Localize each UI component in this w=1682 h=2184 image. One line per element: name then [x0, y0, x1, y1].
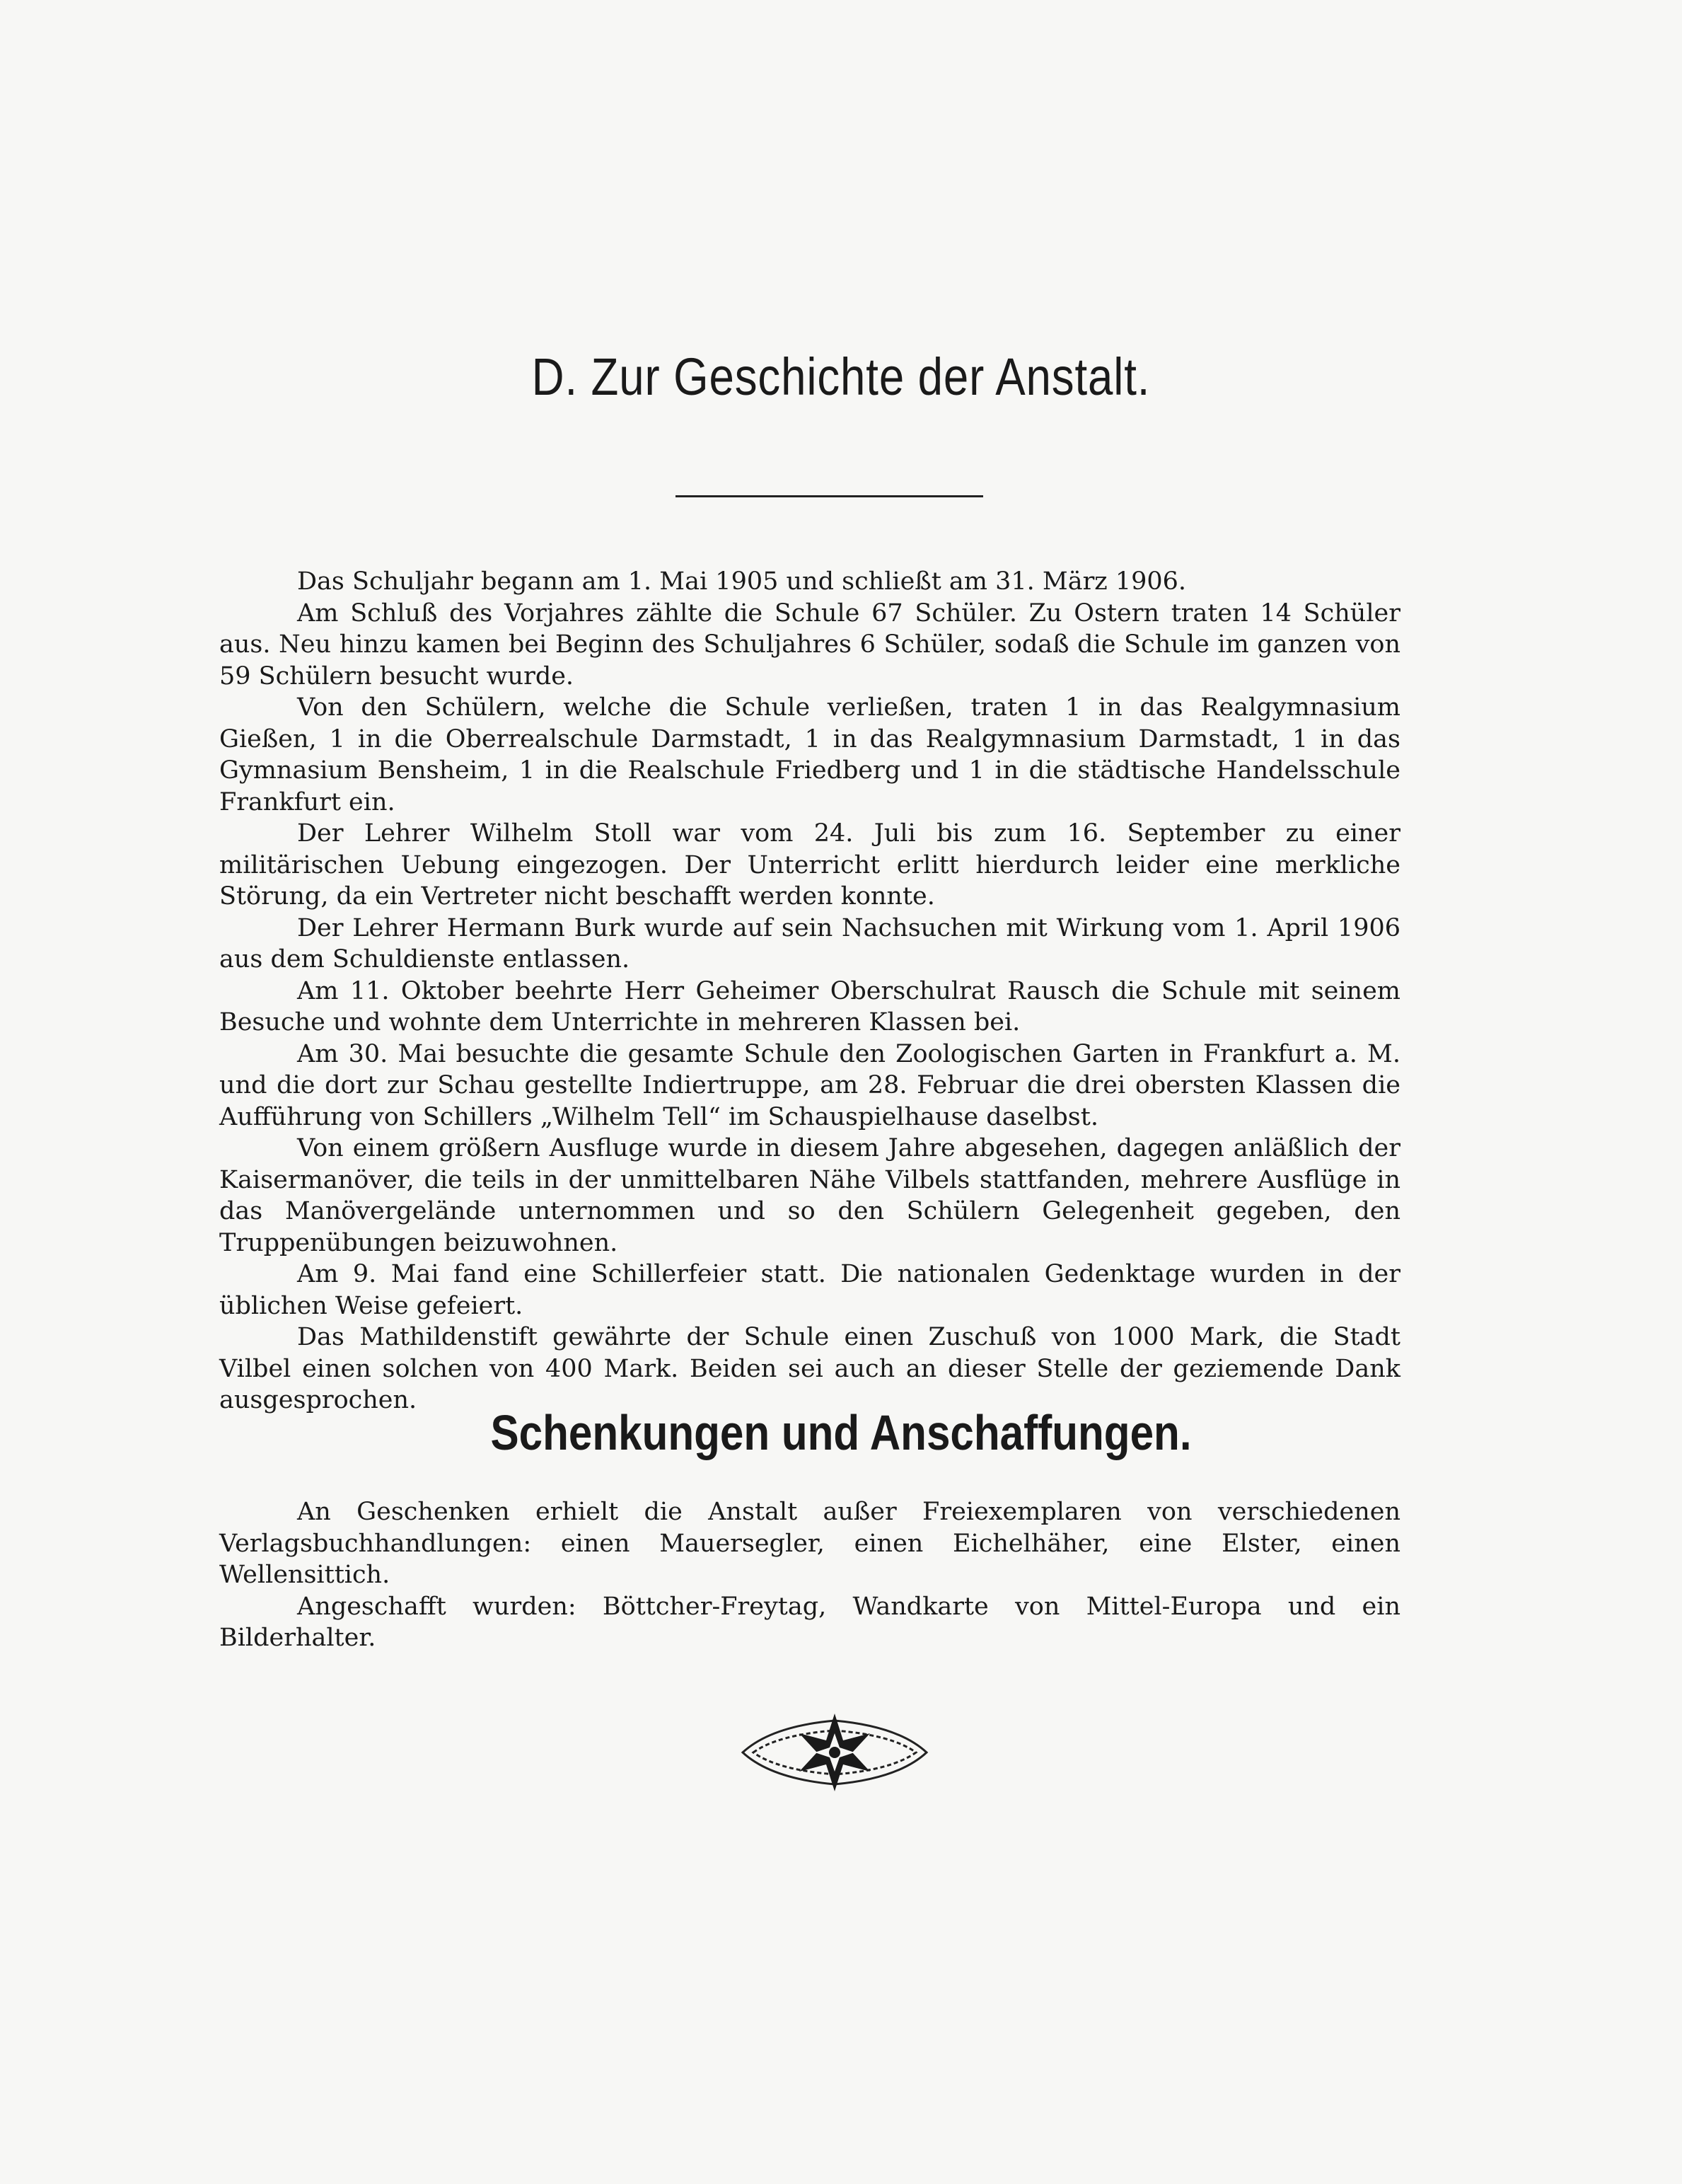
history-paragraph: Der Lehrer Wilhelm Stoll war vom 24. Juli bis zum 16. September zu einer militärischen Uebung eingezogen. Der Unterricht erlitt hierdurch leider eine merkliche Störung, da ein Vertreter nicht beschafft werden konnte. — [219, 819, 1400, 911]
donations-text-block — [219, 1496, 1400, 1654]
donations-paragraph: Angeschafft wurden: Böttcher-Freytag, Wandkarte von Mittel-Europa und ein Bilderhalter. — [219, 1592, 1400, 1652]
history-paragraph: Von den Schülern, welche die Schule verließen, traten 1 in das Realgymnasium Gießen, 1 in die Oberrealschule Darmstadt, 1 in das Realgymnasium Darmstadt, 1 in das Gymnasium Bensheim, 1 in die Realschule Friedberg und 1 in die städtische Handelsschule Frankfurt ein. — [219, 693, 1400, 816]
history-paragraph: Das Mathildenstift gewährte der Schule einen Zuschuß von 1000 Mark, die Stadt Vilbel einen solchen von 400 Mark. Beiden sei auch an dieser Stelle der geziemende Dank ausgesprochen. — [219, 1323, 1400, 1414]
heading-divider — [675, 495, 983, 497]
section-heading-donations: Schenkungen und Anschaffungen. — [490, 1405, 1192, 1460]
history-paragraph: Von einem größern Ausfluge wurde in diesem Jahre abgesehen, dagegen anläßlich der Kaisermanöver, die teils in der unmittelbaren Nähe Vilbels stattfanden, mehrere Ausflüge in das Manövergelände unternommen und so den Schülern Gelegenheit gegeben, den Truppenübungen beizuwohnen. — [219, 1134, 1400, 1257]
section-heading-history: D. Zur Geschichte der Anstalt. — [531, 347, 1151, 406]
history-paragraph: Das Schuljahr begann am 1. Mai 1905 und schließt am 31. März 1906. — [297, 567, 1187, 596]
history-paragraph: Am Schluß des Vorjahres zählte die Schule 67 Schüler. Zu Ostern traten 14 Schüler aus. Neu hinzu kamen bei Beginn des Schuljahres 6 Schüler, sodaß die Schule im ganzen von 59 Schülern besucht wurde. — [219, 599, 1400, 691]
history-paragraph: Am 11. Oktober beehrte Herr Geheimer Oberschulrat Rausch die Schule mit seinem Besuche und wohnte dem Unterrichte in mehreren Klassen bei. — [219, 976, 1400, 1036]
history-paragraph: Am 30. Mai besuchte die gesamte Schule den Zoologischen Garten in Frankfurt a. M. und die dort zur Schau gestellte Indiertruppe, am 28. Februar die drei obersten Klassen die Aufführung von Schillers „Wilhelm Tell“ im Schauspielhause daselbst. — [219, 1039, 1400, 1131]
history-text-block — [219, 566, 1400, 1416]
history-paragraph: Am 9. Mai fand eine Schillerfeier statt. Die nationalen Gedenktage wurden in der üblichen Weise gefeiert. — [219, 1260, 1400, 1320]
star-ornament-icon — [729, 1712, 941, 1793]
history-paragraph: Der Lehrer Hermann Burk wurde auf sein Nachsuchen mit Wirkung vom 1. April 1906 aus dem Schuldienste entlassen. — [219, 913, 1400, 973]
donations-paragraph: An Geschenken erhielt die Anstalt außer Freiexemplaren von verschiedenen Verlagsbuchhandlungen: einen Mauersegler, einen Eichelhäher, eine Elster, einen Wellensittich. — [219, 1498, 1400, 1589]
